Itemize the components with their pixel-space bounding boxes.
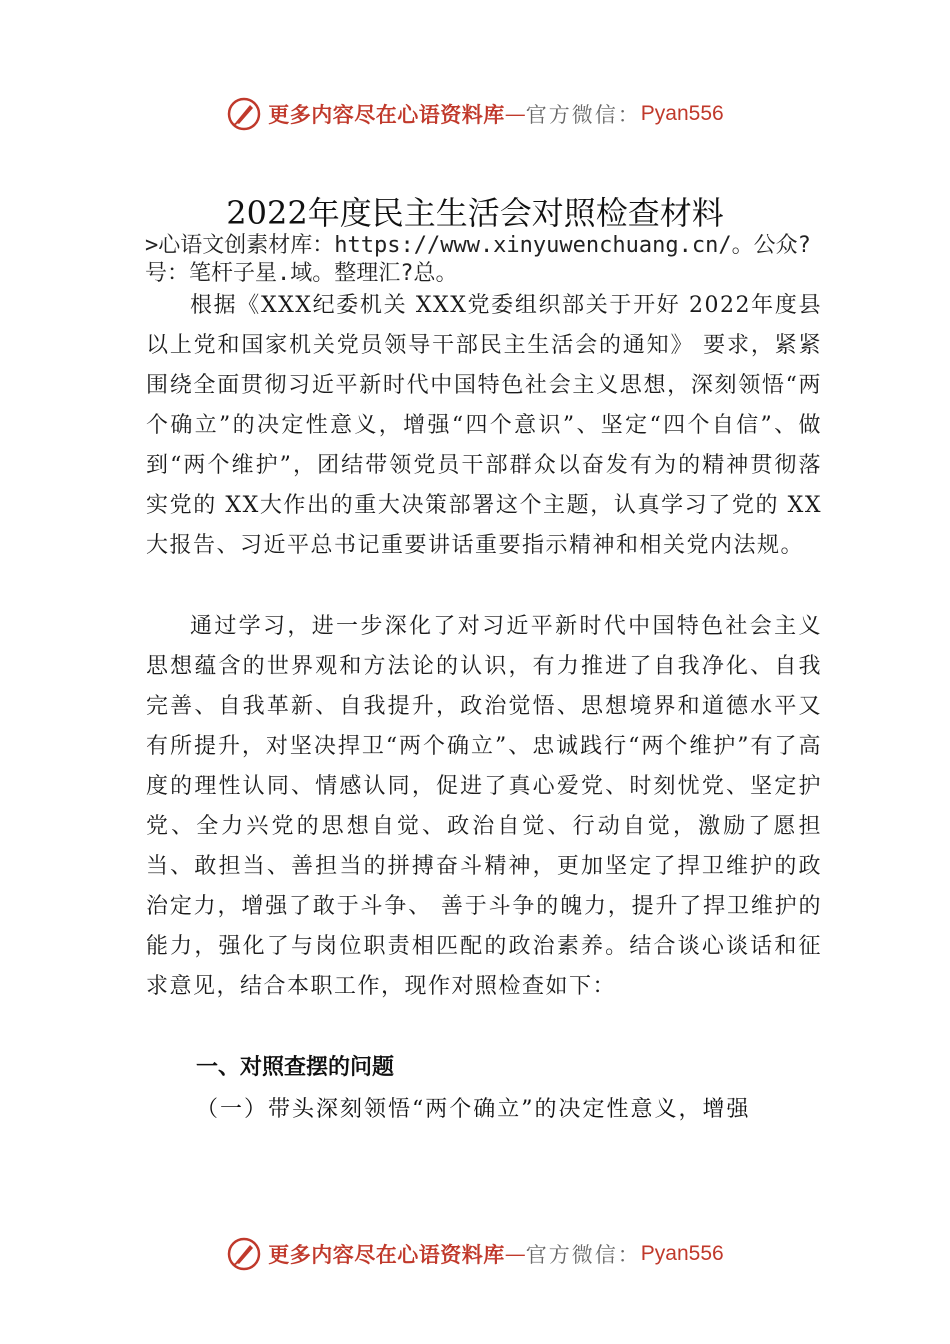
wechat-label: 官方微信： (525, 103, 641, 127)
document-title: 2022年度民主生活会对照检查材料 (226, 194, 724, 232)
footer-banner (0, 1232, 950, 1276)
wechat-label: 官方微信： (525, 1243, 641, 1267)
source-note: >心语文创素材库：https://www.xinyuwenchuang.cn/。公众?号：笔杆子星.域。整理汇?总。 (145, 233, 811, 286)
paragraph-2: 通过学习，进一步深化了对习近平新时代中国特色社会主义思想蕴含的世界观和方法论的认识，有力推进了自我净化、自我完善、自我革新、自我提升，政治觉悟、思想境界和道德水平又有所提升，对坚决捍卫“两个确立”、忠诚践行“两个维护”有了高度的理性认同、情感认同，促进了真心爱党、时刻忧党、坚定护党、全力兴党的思想自觉、政治自觉、行动自觉，激励了愿担当、敢担当、善担当的拼搏奋斗精神，更加坚定了捍卫维护的政治定力，增强了敢于斗争、 善于斗争的魄力，提升了捍卫维护的能力，强化了与岗位职责相匹配的政治素养。结合谈心谈话和征求意见，结合本职工作，现作对照检查如下： (146, 614, 822, 999)
wechat-id: Pyan556 (640, 102, 724, 125)
banner-separator: — (504, 1242, 526, 1266)
banner-separator: — (504, 102, 526, 126)
wechat-id: Pyan556 (640, 1242, 724, 1265)
section-heading-1: 一、对照查摆的问题 (196, 1055, 395, 1080)
subsection-heading-1: （一）带头深刻领悟“两个确立”的决定性意义，增强 (196, 1097, 751, 1122)
quill-logo-icon (226, 96, 262, 132)
paragraph-1: 根据《XXX纪委机关 XXX党委组织部关于开好 2022年度县以上党和国家机关党员领导干部民主生活会的通知》 要求，紧紧围绕全面贯彻习近平新时代中国特色社会主义思想，深刻领悟“两个确立”的决定性意义，增强“四个意识”、坚定“四个自信”、做到“两个维护”，团结带领党员干部群众以奋发有为的精神贯彻落实党的 XX大作出的重大决策部署这个主题，认真学习了党的 XX大报告、习近平总书记重要讲话重要指示精神和相关党内法规。 (146, 293, 822, 558)
banner-slogan: 更多内容尽在心语资料库 (268, 1242, 505, 1267)
header-banner (0, 92, 950, 136)
quill-logo-icon (226, 1236, 262, 1272)
banner-slogan: 更多内容尽在心语资料库 (268, 102, 505, 127)
